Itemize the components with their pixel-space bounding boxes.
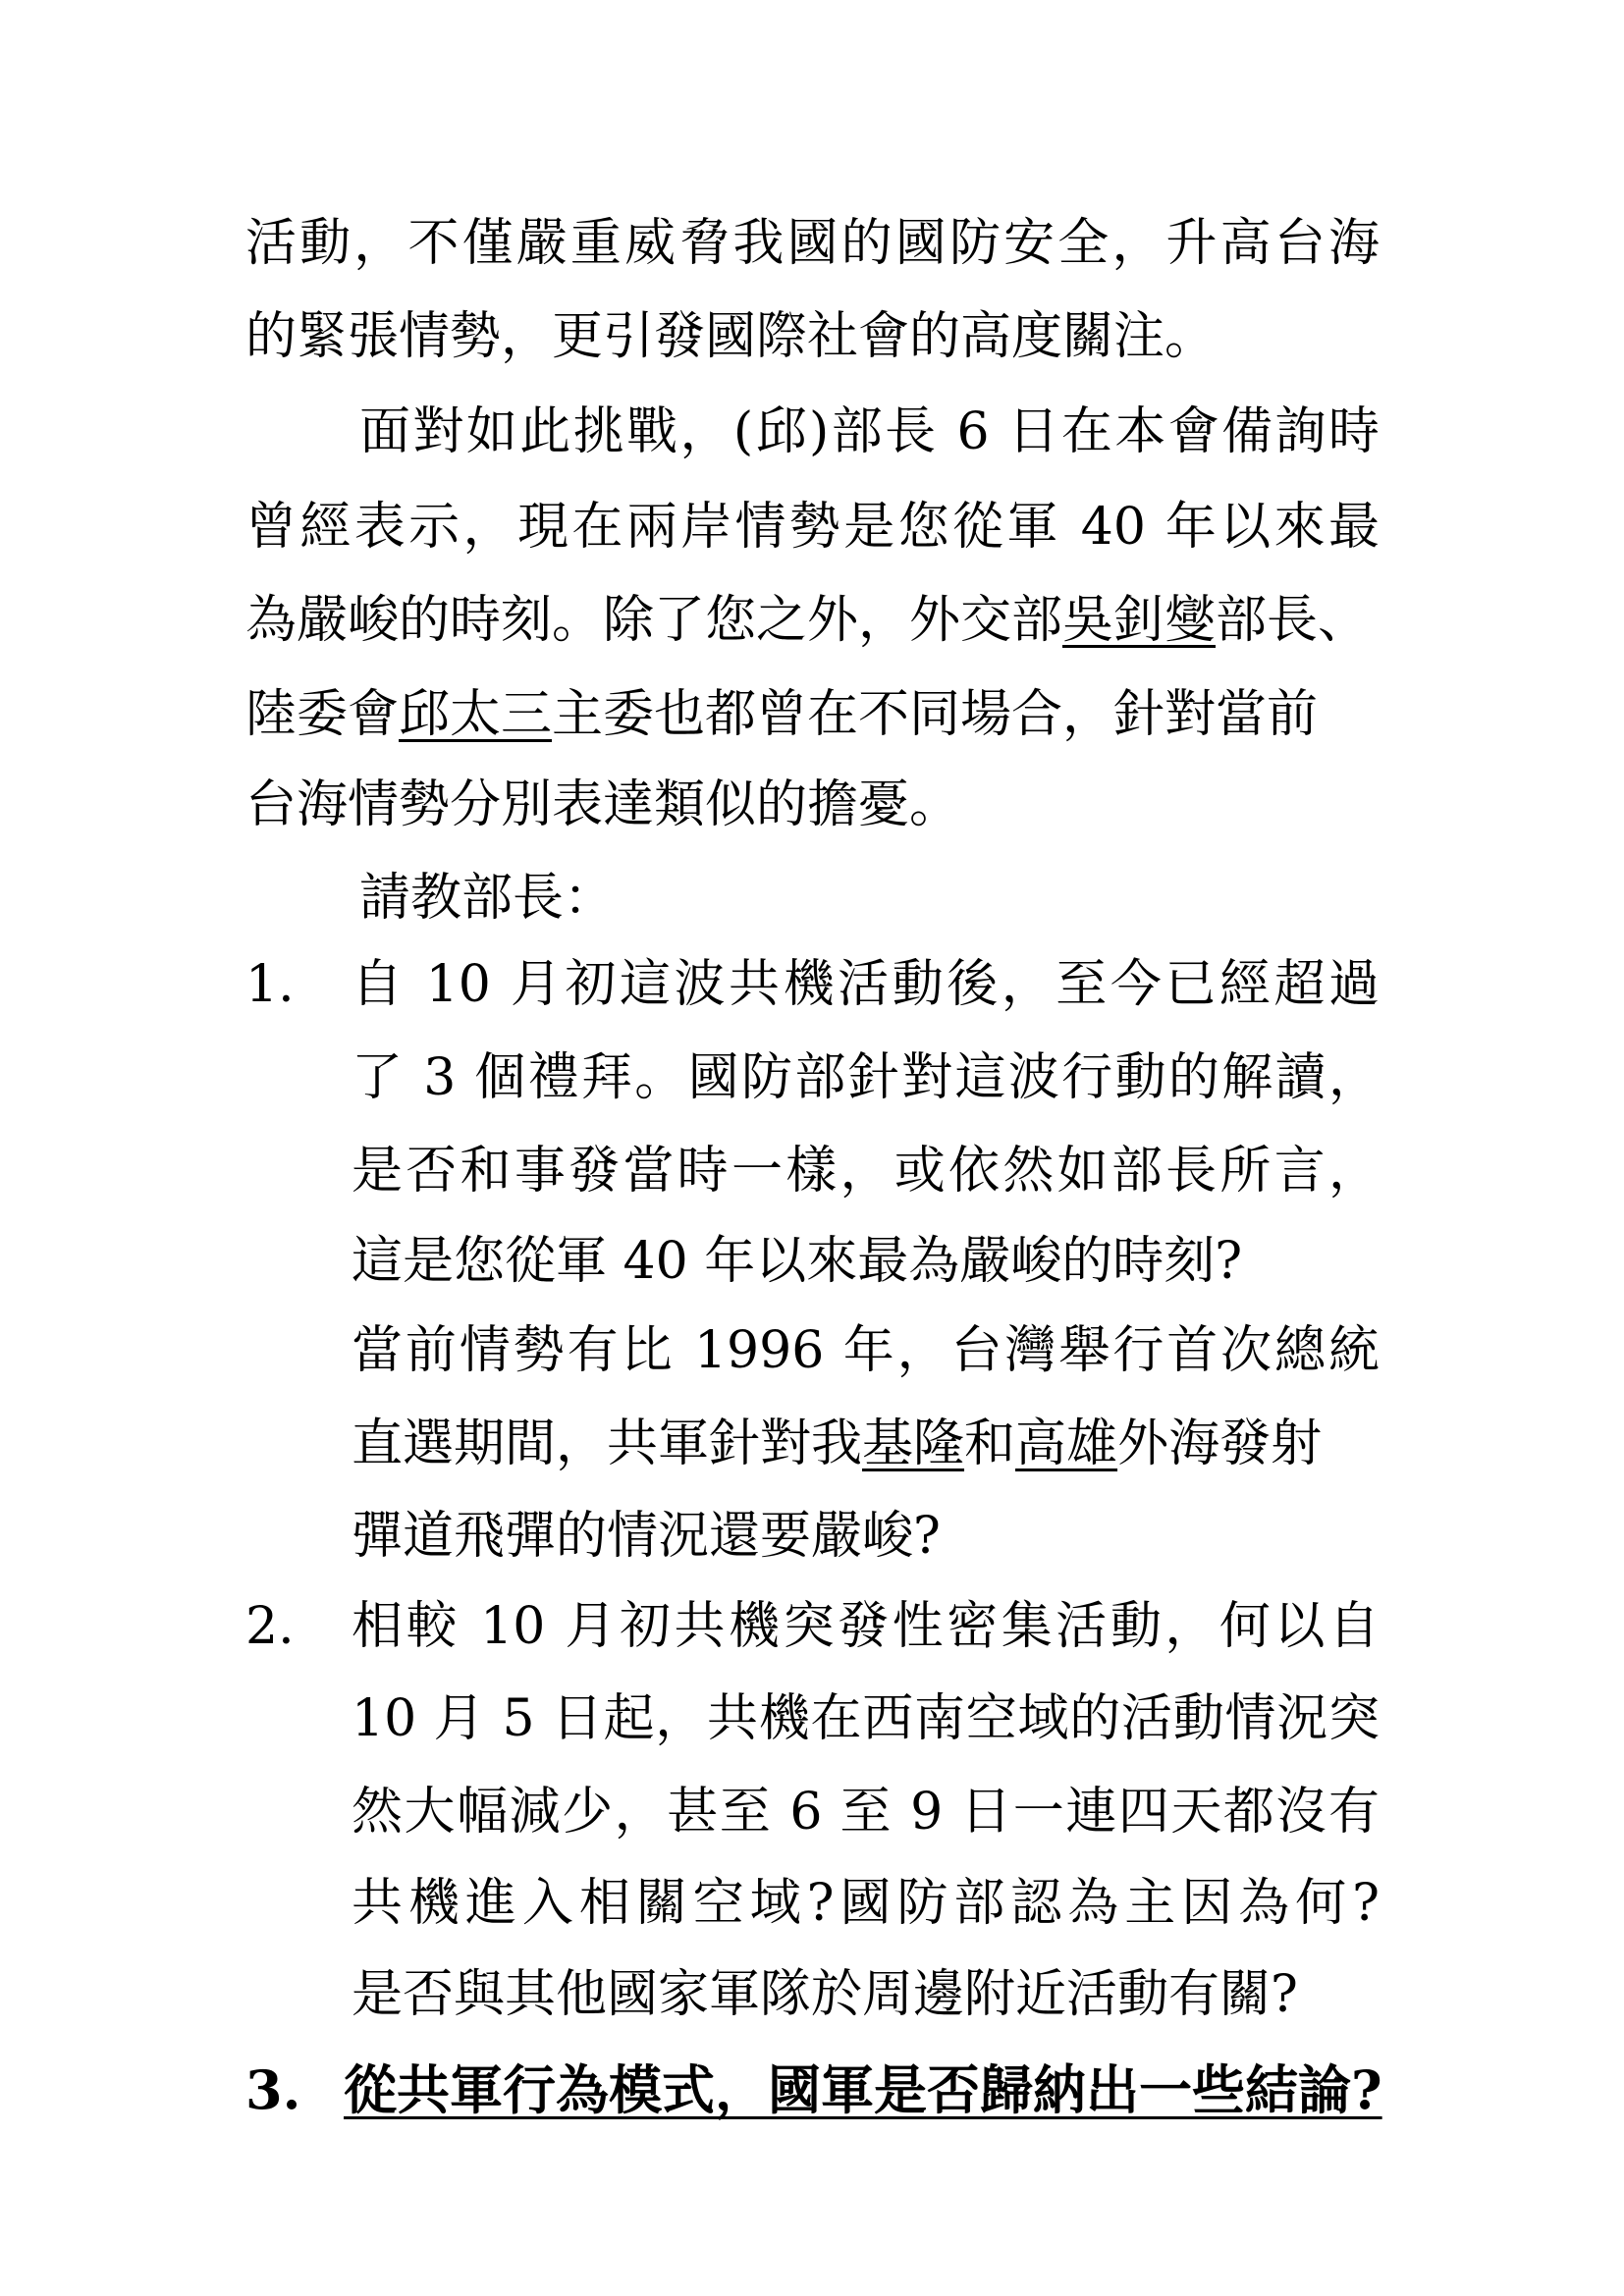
q3-line-1 [0, 2056, 1624, 2124]
text-segment [245, 586, 1369, 655]
q1-line-3 [0, 1137, 1624, 1205]
text: 是否與其他國家軍隊於周邊附近活動有關? [352, 1965, 1298, 2024]
text: 和 [964, 1415, 1016, 1473]
text: 請教部長： [359, 869, 616, 928]
underlined-place: 基隆 [862, 1415, 965, 1473]
paragraph-2-line-2 [0, 493, 1624, 561]
text: 從共軍行為模式，國軍是否歸納出一些結論? [344, 2058, 1382, 2121]
q2-line-3 [0, 1778, 1624, 1846]
list-number: 2. [245, 1597, 295, 1656]
q1-line-7 [0, 1502, 1624, 1571]
text: 面對如此挑戰，(邱)部長 6 日在本會備詢時 [359, 402, 1380, 461]
q2-line-2 [0, 1684, 1624, 1753]
text: 主委也都曾在不同場合，針對當前 [552, 685, 1319, 744]
q1-line-1 [0, 950, 1624, 1019]
text: 彈道飛彈的情況還要嚴峻? [352, 1507, 941, 1566]
underlined-place: 高雄 [1015, 1415, 1118, 1473]
paragraph-1-line-2 [0, 302, 1624, 371]
question-prompt [0, 864, 1624, 933]
text: 10 月 5 日起，共機在西南空域的活動情況突 [352, 1689, 1380, 1748]
q2-line-4 [0, 1869, 1624, 1938]
text: 共機進入相關空域?國防部認為主因為何? [352, 1874, 1380, 1933]
q1-line-4 [0, 1227, 1624, 1296]
text: 了 3 個禮拜。國防部針對這波行動的解讀， [352, 1048, 1380, 1107]
text: 部長、 [1216, 591, 1370, 650]
q1-line-5 [0, 1316, 1624, 1385]
q2-line-5 [0, 1960, 1624, 2029]
text: 活動，不僅嚴重威脅我國的國防安全，升高台海 [245, 214, 1380, 273]
paragraph-2-line-5 [0, 771, 1624, 839]
paragraph-2-line-4 [0, 680, 1624, 749]
text: 然大幅減少，甚至 6 至 9 日一連四天都沒有 [352, 1783, 1380, 1842]
text: 的緊張情勢，更引發國際社會的高度關注。 [245, 307, 1217, 366]
text: 為嚴峻的時刻。除了您之外，外交部 [245, 591, 1063, 650]
text: 這是您從軍 40 年以來最為嚴峻的時刻? [352, 1232, 1243, 1291]
text: 相較 10 月初共機突發性密集活動，何以自 [352, 1597, 1380, 1656]
text: 台海情勢分別表達類似的擔憂。 [245, 775, 961, 834]
list-number: 3. [245, 2058, 301, 2121]
text: 是否和事發當時一樣，或依然如部長所言， [352, 1142, 1380, 1201]
paragraph-2-line-3 [0, 586, 1624, 655]
text: 當前情勢有比 1996 年，台灣舉行首次總統 [352, 1321, 1380, 1380]
text: 自 10 月初這波共機活動後，至今已經超過 [352, 955, 1380, 1014]
text: 外海發射 [1117, 1415, 1323, 1473]
underlined-name: 邱太三 [399, 685, 553, 744]
q2-line-1 [0, 1592, 1624, 1661]
text-segment [245, 680, 1318, 749]
text: 陸委會 [245, 685, 400, 744]
text: 曾經表示，現在兩岸情勢是您從軍 40 年以來最 [245, 498, 1380, 557]
paragraph-2-line-1 [0, 398, 1624, 466]
underlined-name: 吳釗燮 [1062, 591, 1217, 650]
text: 直選期間，共軍針對我 [352, 1415, 863, 1473]
text-segment [352, 1410, 1322, 1478]
paragraph-1-line-1 [0, 209, 1624, 278]
q1-line-6 [0, 1410, 1624, 1478]
q1-line-2 [0, 1043, 1624, 1112]
list-number: 1. [245, 955, 295, 1014]
